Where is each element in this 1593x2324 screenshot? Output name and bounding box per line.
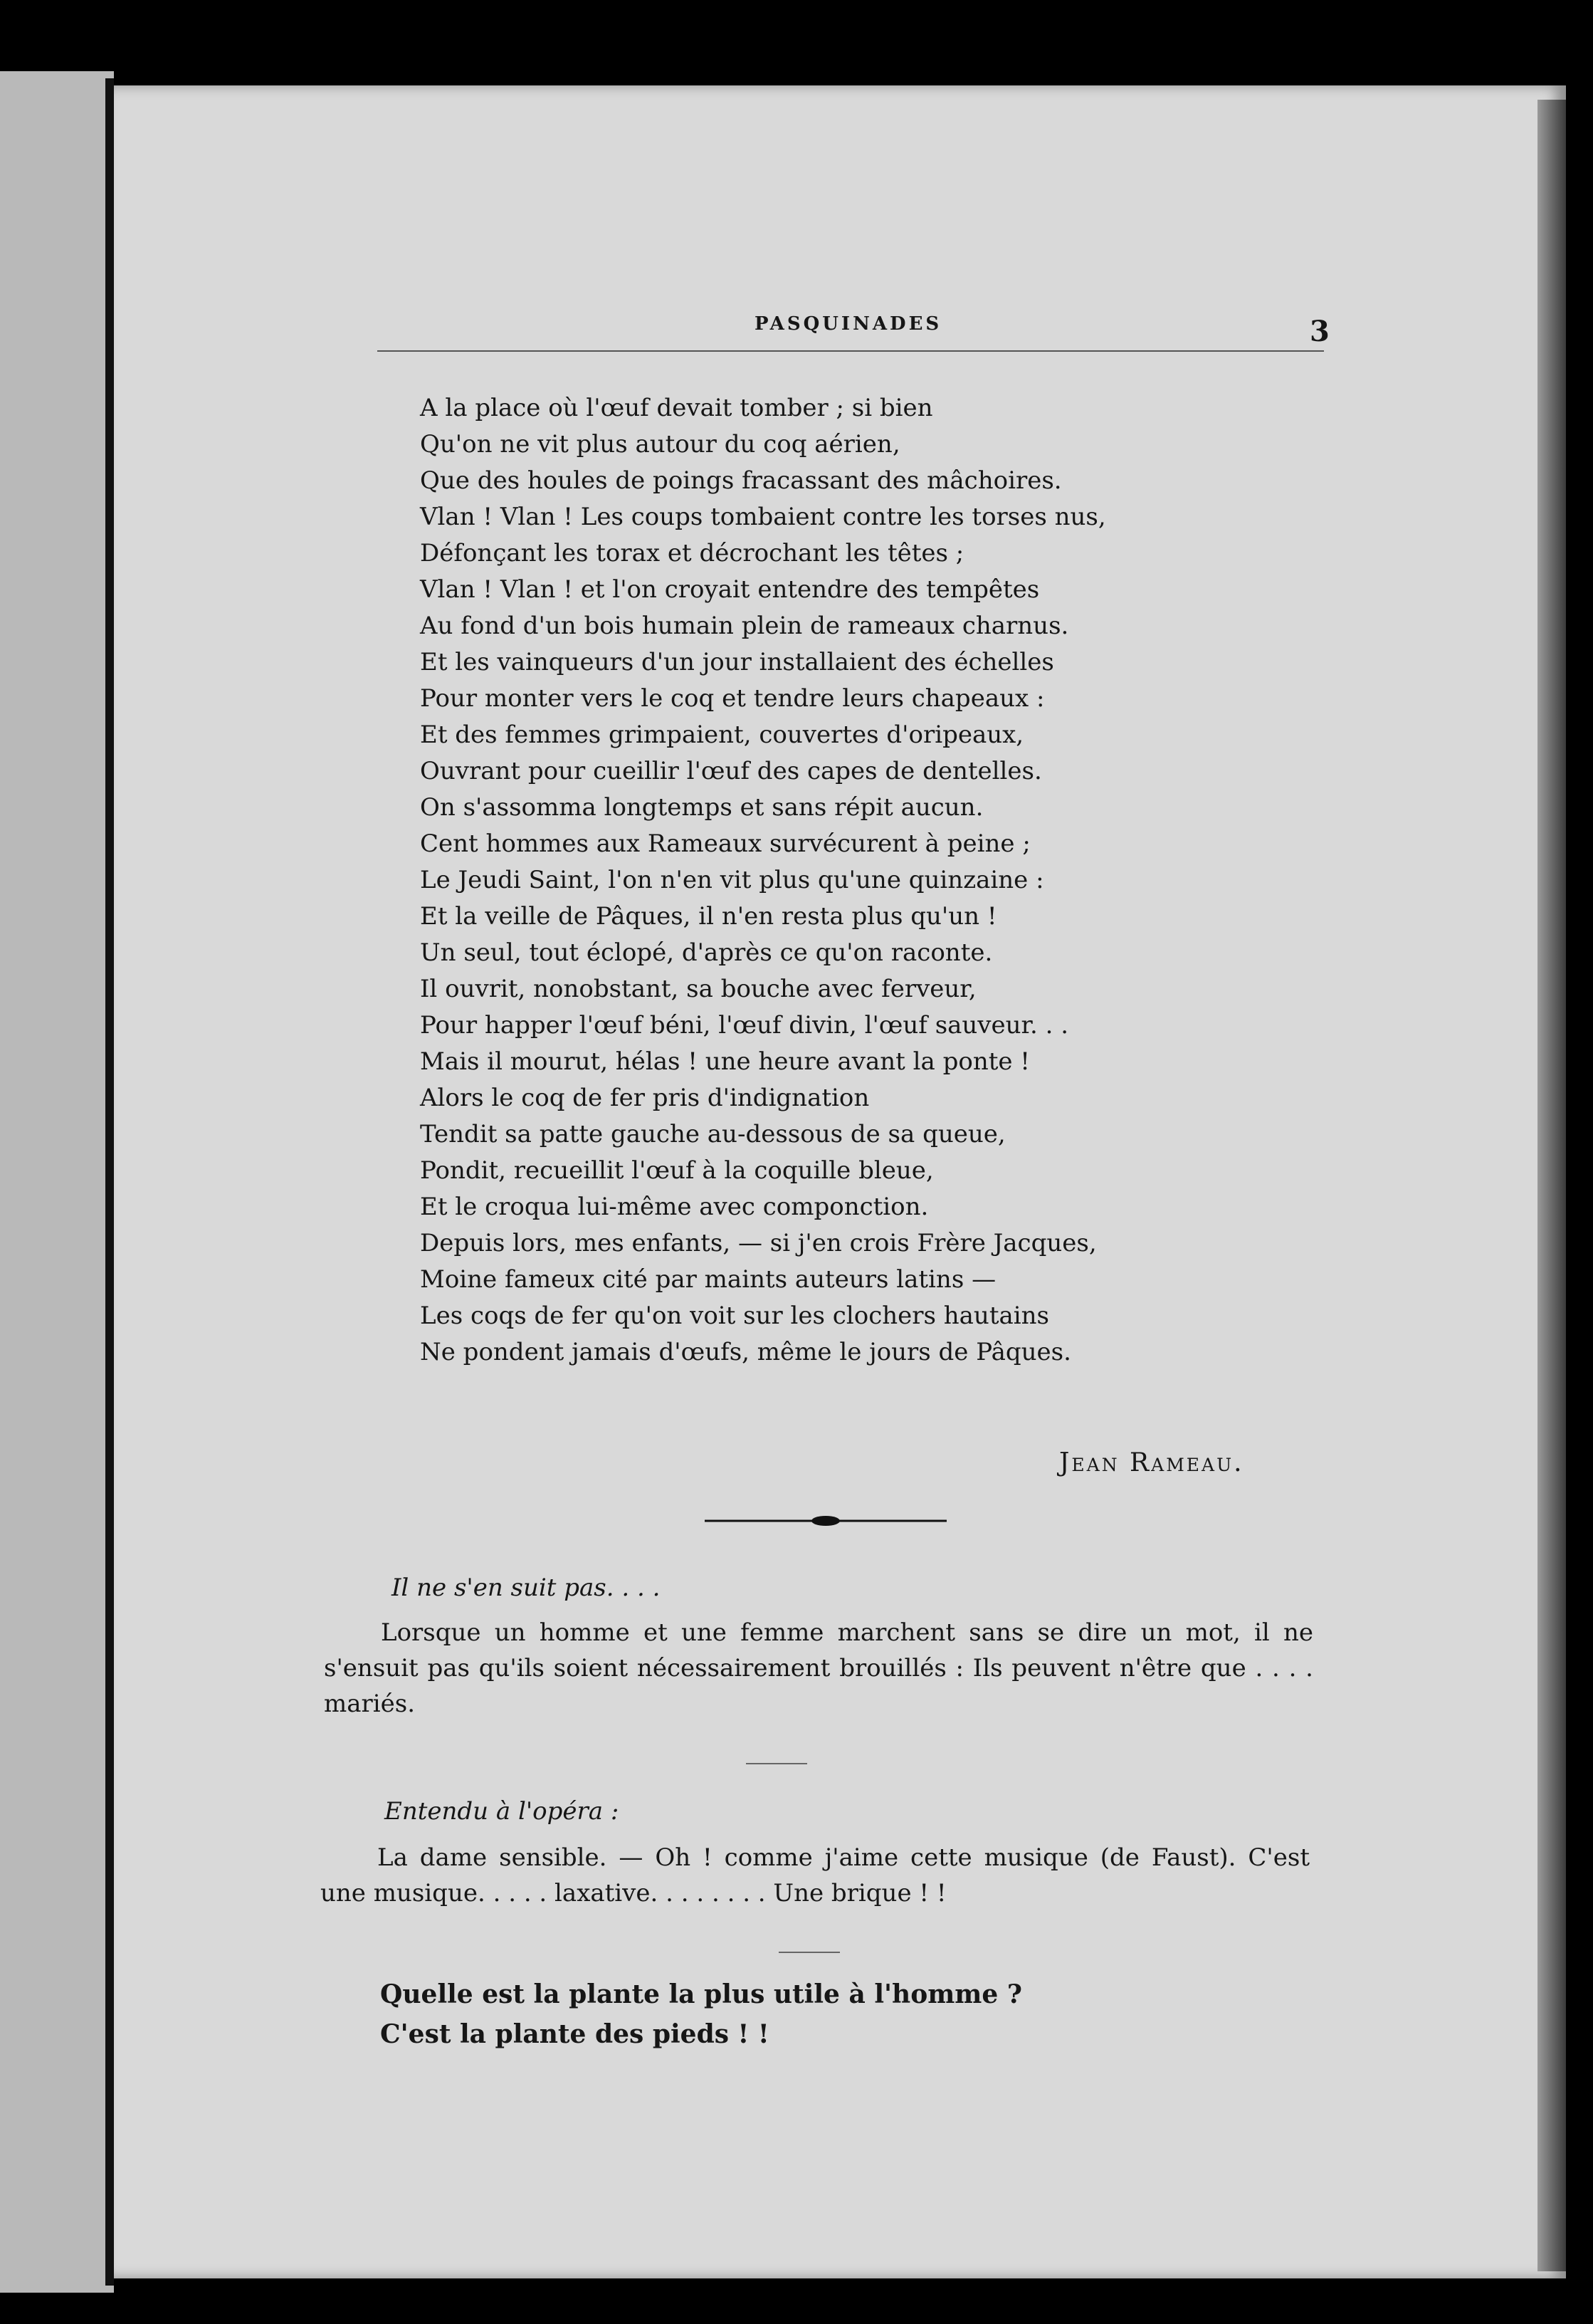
poem-line: Ne pondent jamais d'œufs, même le jours de Pâques. [420,1338,1071,1366]
poem-line: Vlan ! Vlan ! et l'on croyait entendre des tempêtes [420,575,1040,604]
poem-line: Mais il mourut, hélas ! une heure avant la ponte ! [420,1047,1030,1076]
section-rule [746,1763,807,1764]
poem-line: Depuis lors, mes enfants, — si j'en crois Frère Jacques, [420,1229,1097,1257]
running-title: PASQUINADES [755,313,942,335]
poem-line: Tendit sa patte gauche au-dessous de sa queue, [420,1120,1006,1148]
poem-line: Le Jeudi Saint, l'on n'en vit plus qu'une quinzaine : [420,866,1044,894]
page-number: 3 [1310,315,1330,348]
author-signature: Jean Rameau. [1059,1448,1244,1477]
previous-page-edge [0,71,114,2293]
poem-line: Un seul, tout éclopé, d'après ce qu'on raconte. [420,938,993,967]
joke-title: Il ne s'en suit pas. . . . [391,1574,661,1602]
ornament-divider [705,1512,947,1529]
poem-line: Pour happer l'œuf béni, l'œuf divin, l'œuf sauveur. . . [420,1011,1069,1040]
joke-text: Lorsque un homme et une femme marchent sans se dire un mot, il ne s'ensuit pas qu'ils soient nécessairement brouillés : Ils peuvent n'être que . . . . mariés. [324,1618,1313,1718]
poem-line: Il ouvrit, nonobstant, sa bouche avec ferveur, [420,975,977,1003]
poem-line: Cent hommes aux Rameaux survécurent à peine ; [420,829,1031,858]
riddle-answer: C'est la plante des pieds ! ! [380,2019,769,2049]
poem-line: Et le croqua lui-même avec componction. [420,1193,929,1221]
joke-text: La dame sensible. — Oh ! comme j'aime cette musique (de Faust). C'est une musique. . . . . laxative. . . . . . . . Une brique ! ! [320,1843,1310,1907]
poem-line: Défonçant les torax et décrochant les têtes ; [420,539,964,567]
poem-line: Et les vainqueurs d'un jour installaient des échelles [420,648,1054,676]
poem-line: Vlan ! Vlan ! Les coups tombaient contre les torses nus, [420,503,1106,531]
header-rule [377,350,1324,352]
poem-line: Pour monter vers le coq et tendre leurs chapeaux : [420,684,1045,713]
section-rule [779,1952,840,1953]
poem-line: Qu'on ne vit plus autour du coq aérien, [420,430,900,459]
poem-line: Que des houles de poings fracassant des mâchoires. [420,466,1062,495]
riddle-question: Quelle est la plante la plus utile à l'homme ? [380,1979,1022,2009]
poem [420,390,1345,1371]
poem-line: Et la veille de Pâques, il n'en resta plus qu'un ! [420,902,997,931]
page-shadow-edge [1537,100,1566,2271]
poem-line: A la place où l'œuf devait tomber ; si bien [420,394,933,422]
poem-line: Les coqs de fer qu'on voit sur les clochers hautains [420,1302,1049,1330]
poem-line: Ouvrant pour cueillir l'œuf des capes de dentelles. [420,757,1042,785]
poem-line: Alors le coq de fer pris d'indignation [420,1084,870,1112]
poem-line: Pondit, recueillit l'œuf à la coquille bleue, [420,1156,934,1185]
poem-line: Et des femmes grimpaient, couvertes d'oripeaux, [420,721,1024,749]
joke-title: Entendu à l'opéra : [384,1797,619,1826]
poem-line: On s'assomma longtemps et sans répit aucun. [420,793,984,822]
poem-line: Moine fameux cité par maints auteurs latins — [420,1265,997,1294]
book-gutter [105,78,114,2286]
poem-line: Au fond d'un bois humain plein de rameaux charnus. [420,612,1069,640]
